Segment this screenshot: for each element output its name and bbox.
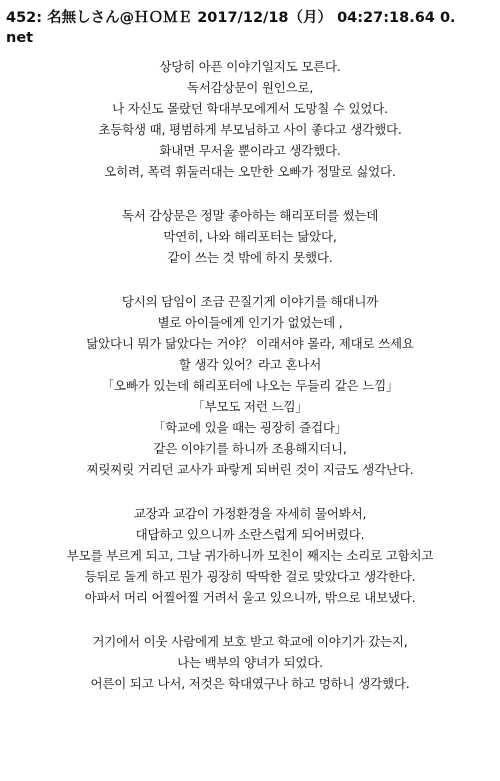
text-line: 등뒤로 돌게 하고 뭔가 굉장히 딱딱한 걸로 맞았다고 생각한다. bbox=[84, 569, 416, 584]
text-line: 어른이 되고 나서, 저것은 학대였구나 하고 멍하니 생각했다. bbox=[90, 676, 410, 691]
post-date: 2017/12/18（月） bbox=[197, 10, 333, 26]
text-line: 할 생각 있어？라고 혼나서 bbox=[178, 357, 322, 372]
text-line: 「부모도 저런 느낌」 bbox=[192, 399, 308, 414]
text-line: 「학교에 있을 때는 굉장히 즐겁다」 bbox=[152, 420, 348, 435]
post-number: 452: bbox=[6, 10, 43, 26]
text-line: 부모를 부르게 되고, 그날 귀가하니까 모친이 째지는 소리로 고함치고 bbox=[66, 548, 434, 563]
paragraph bbox=[6, 56, 494, 182]
paragraph bbox=[6, 503, 494, 608]
text-line: 나는 백부의 양녀가 되었다. bbox=[177, 655, 323, 670]
paragraph bbox=[6, 631, 494, 694]
paragraph bbox=[6, 291, 494, 480]
text-line: 아파서 머리 어찔어찔 거려서 울고 있으니까, 밖으로 내보냈다. bbox=[84, 590, 416, 605]
paragraph bbox=[6, 205, 494, 268]
text-line: 거기에서 이웃 사람에게 보호 받고 학교에 이야기가 갔는지, bbox=[92, 634, 408, 649]
text-line: 막연히, 나와 해리포터는 닮았다, bbox=[163, 229, 337, 244]
post-header bbox=[6, 8, 494, 48]
text-line: 독서감상문이 원인으로, bbox=[186, 80, 314, 95]
text-line: 닮았다니 뭐가 닮았다는 거야？ 이래서야 몰라, 제대로 쓰세요 bbox=[86, 336, 414, 351]
text-line: 당시의 담임이 조금 끈질기게 이야기를 해대니까 bbox=[121, 294, 379, 309]
text-line: 상당히 아픈 이야기일지도 모른다. bbox=[159, 59, 341, 74]
text-line: 같이 쓰는 것 밖에 하지 못했다. bbox=[167, 250, 333, 265]
text-line: 독서 감상문은 정말 좋아하는 해리포터를 썼는데 bbox=[121, 208, 379, 223]
text-line: 같은 이야기를 하니까 조용해지더니, bbox=[153, 441, 347, 456]
text-line: 찌릿찌릿 거리던 교사가 파랗게 되버린 것이 지금도 생각난다. bbox=[86, 462, 414, 477]
text-line: 나 자신도 몰랐던 학대부모에게서 도망칠 수 있었다. bbox=[112, 101, 388, 116]
post-time: 04:27:18.64 0. bbox=[337, 10, 456, 26]
text-line: 별로 아이들에게 인기가 없었는데 , bbox=[157, 315, 343, 330]
text-line: 대답하고 있으니까 소란스럽게 되어버렸다. bbox=[135, 527, 365, 542]
poster-name: 名無しさん@ＨＯＭＥ bbox=[47, 10, 193, 26]
text-line: 「오빠가 있는데 해리포터에 나오는 두들리 같은 느낌」 bbox=[101, 378, 399, 393]
post-body bbox=[6, 56, 494, 694]
text-line: 초등학생 때, 평범하게 부모님하고 사이 좋다고 생각했다. bbox=[98, 122, 402, 137]
text-line: 화내면 무서울 뿐이라고 생각했다. bbox=[159, 143, 341, 158]
post-id: net bbox=[6, 30, 34, 46]
text-line: 오히려, 폭력 휘둘러대는 오만한 오빠가 정말로 싫었다. bbox=[104, 164, 396, 179]
text-line: 교장과 교감이 가정환경을 자세히 물어봐서, bbox=[133, 506, 367, 521]
